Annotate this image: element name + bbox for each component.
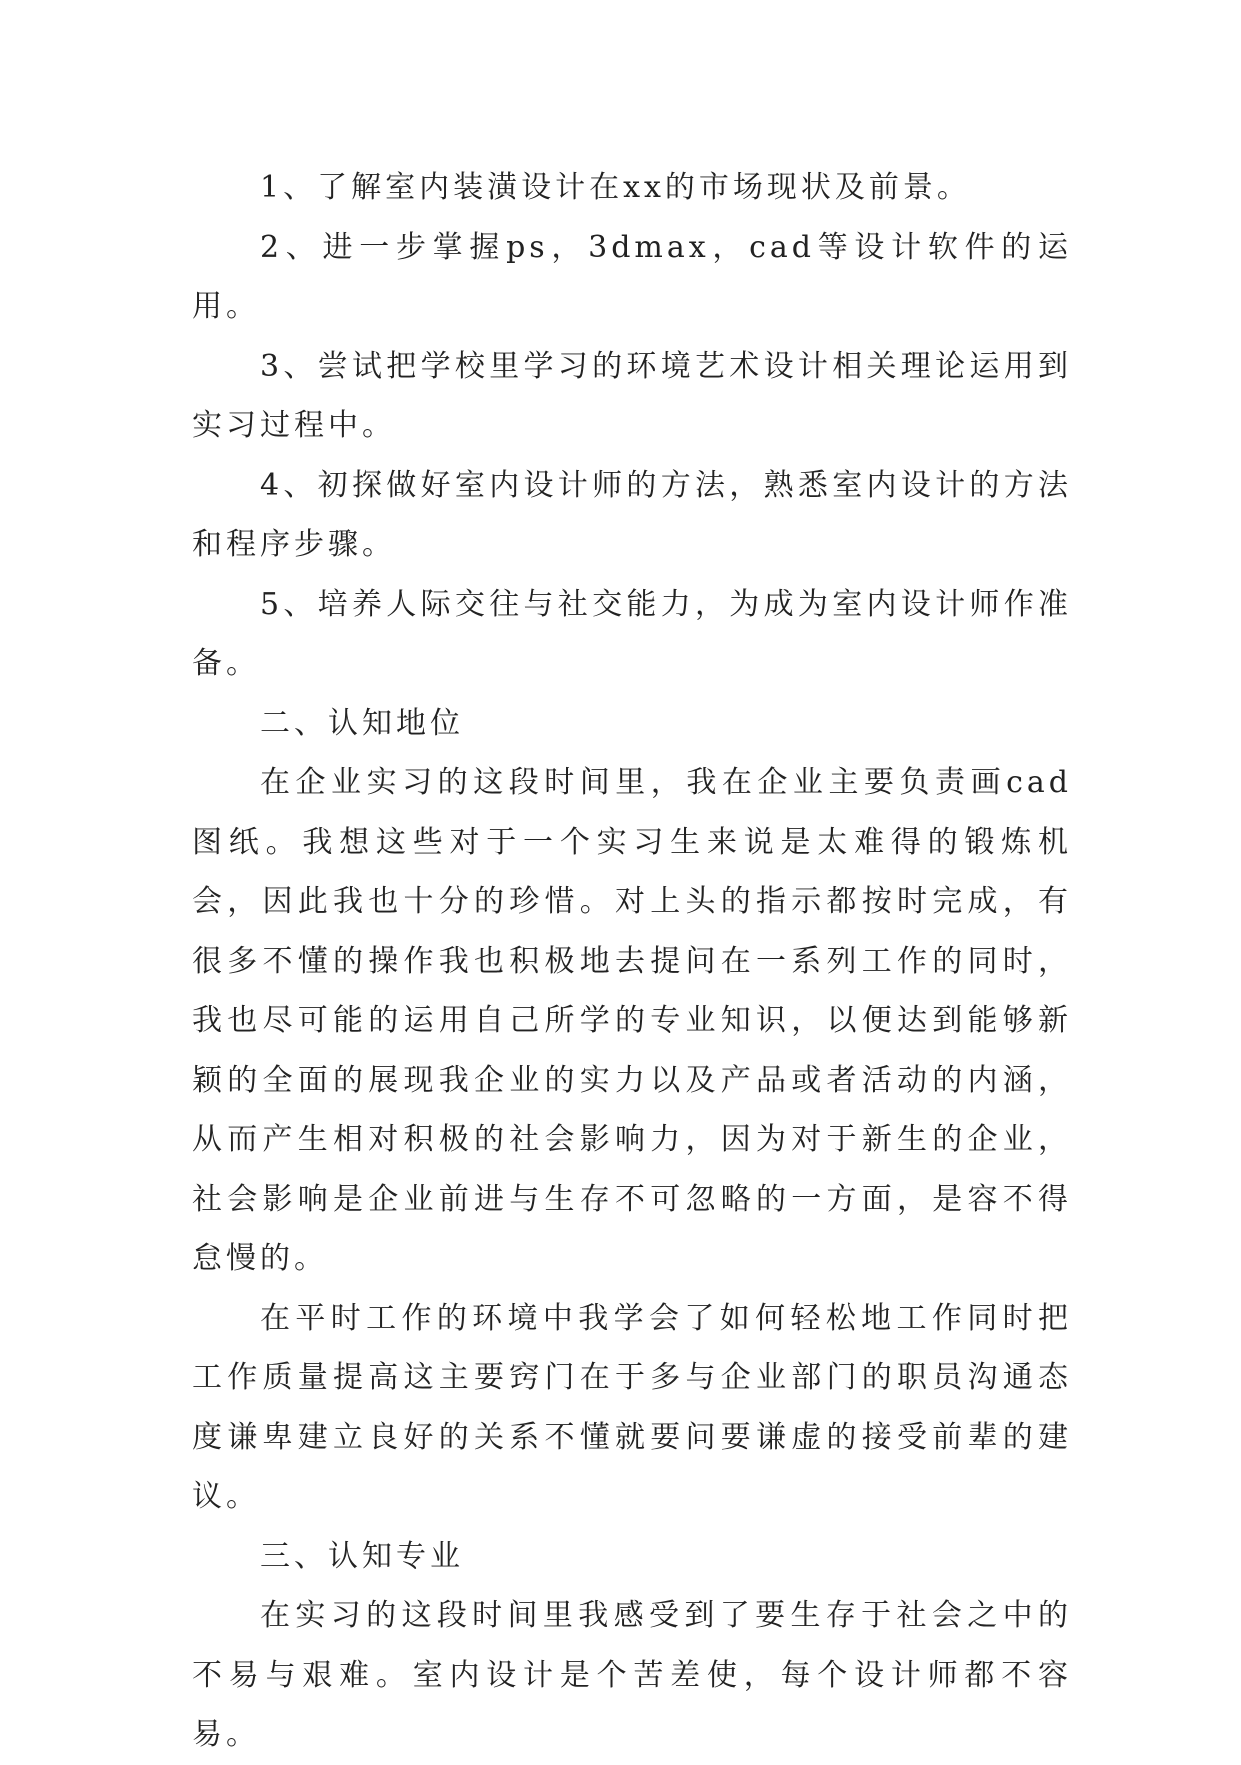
- paragraph-position-1: 在企业实习的这段时间里，我在企业主要负责画cad图纸。我想这些对于一个实习生来说是太难得的锻炼机会，因此我也十分的珍惜。对上头的指示都按时完成，有很多不懂的操作我也积极地去提问在一系列工作的同时，我也尽可能的运用自己所学的专业知识，以便达到能够新颖的全面的展现我企业的实力以及产品或者活动的内涵，从而产生相对积极的社会影响力，因为对于新生的企业，社会影响是企业前进与生存不可忽略的一方面，是容不得怠慢的。: [192, 765, 1072, 1276]
- objective-3: 3、尝试把学校里学习的环境艺术设计相关理论运用到实习过程中。: [192, 348, 1072, 443]
- document-body: [192, 158, 1072, 1765]
- objective-5: 5、培养人际交往与社交能力，为成为室内设计师作准备。: [192, 586, 1072, 681]
- section-heading-2: 二、认知地位: [260, 705, 464, 741]
- paragraph-position-2: 在平时工作的环境中我学会了如何轻松地工作同时把工作质量提高这主要窍门在于多与企业部门的职员沟通态度谦卑建立良好的关系不懂就要问要谦虚的接受前辈的建议。: [192, 1300, 1072, 1514]
- section-heading-3: 三、认知专业: [260, 1538, 464, 1574]
- objective-4: 4、初探做好室内设计师的方法，熟悉室内设计的方法和程序步骤。: [192, 467, 1072, 562]
- objective-1: 1、了解室内装潢设计在xx的市场现状及前景。: [260, 170, 971, 205]
- objective-2: 2、进一步掌握ps，3dmax，cad等设计软件的运用。: [192, 229, 1072, 324]
- paragraph-profession-1: 在实习的这段时间里我感受到了要生存于社会之中的不易与艰难。室内设计是个苦差使，每个设计师都不容易。: [192, 1598, 1072, 1752]
